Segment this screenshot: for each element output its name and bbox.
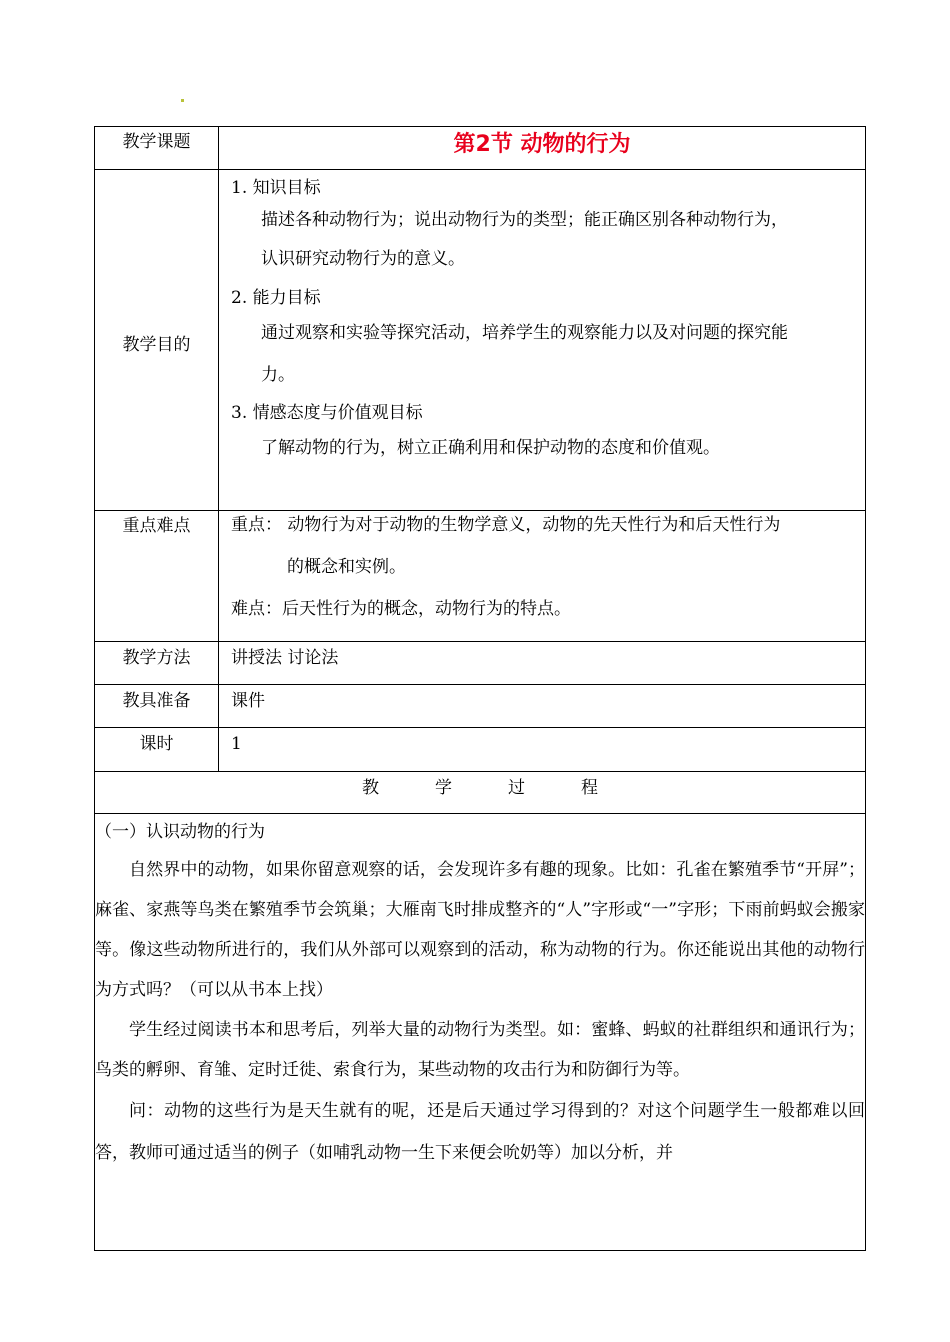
stray-mark (181, 99, 184, 102)
process-body-row (95, 814, 866, 1251)
objective-text: 力。 (261, 365, 295, 385)
objective-text: 通过观察和实验等探究活动，培养学生的观察能力以及对问题的探究能 (261, 323, 788, 343)
objective-heading: 3. 情感态度与价值观目标 (231, 403, 423, 423)
objective-heading: 2. 能力目标 (231, 288, 321, 308)
section-title: （一）认识动物的行为 (95, 822, 265, 842)
process-header (95, 772, 866, 814)
keypoint-line: 的概念和实例。 (287, 557, 406, 577)
process-body (95, 814, 866, 1251)
objective-text: 了解动物的行为，树立正确利用和保护动物的态度和价值观。 (261, 438, 720, 458)
keypoints-row (95, 511, 866, 642)
hours-value: 1 (231, 734, 242, 754)
process-header-char: 程 (581, 778, 598, 798)
process-header-char: 学 (435, 778, 452, 798)
process-header-char: 过 (508, 778, 525, 798)
method-row (95, 642, 866, 685)
keypoint-line: 难点：后天性行为的概念，动物行为的特点。 (231, 599, 571, 619)
process-header-char: 教 (362, 778, 379, 798)
objective-heading: 1. 知识目标 (231, 178, 321, 198)
objectives-row (95, 170, 866, 511)
hours-label: 课时 (95, 728, 219, 772)
objective-text: 描述各种动物行为；说出动物行为的类型；能正确区别各种动物行为， (261, 210, 788, 230)
process-paragraph: 学生经过阅读书本和思考后，列举大量的动物行为类型。如：蜜蜂、蚂蚁的社群组织和通讯行为；鸟类的孵卵、育雏、定时迁徙、索食行为，某些动物的攻击行为和防御行为等。 (95, 1020, 865, 1080)
objectives-label: 教学目的 (95, 170, 219, 511)
lesson-plan-table (94, 126, 866, 1251)
method-label: 教学方法 (95, 642, 219, 685)
lesson-title: 第2节 动物的行为 (453, 132, 631, 157)
tools-label: 教具准备 (95, 685, 219, 728)
topic-label: 教学课题 (95, 127, 219, 170)
process-header-row (95, 772, 866, 814)
process-paragraph: 自然界中的动物，如果你留意观察的话，会发现许多有趣的现象。比如：孔雀在繁殖季节“开屏”；麻雀、家燕等鸟类在繁殖季节会筑巢；大雁南飞时排成整齐的“人”字形或“一”字形；下雨前蚂蚁会搬家等。像这些动物所进行的，我们从外部可以观察到的活动，称为动物的行为。你还能说出其他的动物行为方式吗？（可以从书本上找） (95, 860, 865, 1000)
process-paragraph: 问：动物的这些行为是天生就有的呢，还是后天通过学习得到的？对这个问题学生一般都难以回答，教师可通过适当的例子（如哺乳动物一生下来便会吮奶等）加以分析，并 (95, 1101, 865, 1163)
tools-value: 课件 (231, 691, 265, 711)
objective-text: 认识研究动物行为的意义。 (261, 249, 465, 269)
tools-row (95, 685, 866, 728)
keypoint-line: 重点： 动物行为对于动物的生物学意义，动物的先天性行为和后天性行为 (231, 515, 781, 535)
keypoints-label: 重点难点 (95, 511, 219, 642)
topic-row (95, 127, 866, 170)
hours-row (95, 728, 866, 772)
method-value: 讲授法 讨论法 (231, 648, 339, 668)
